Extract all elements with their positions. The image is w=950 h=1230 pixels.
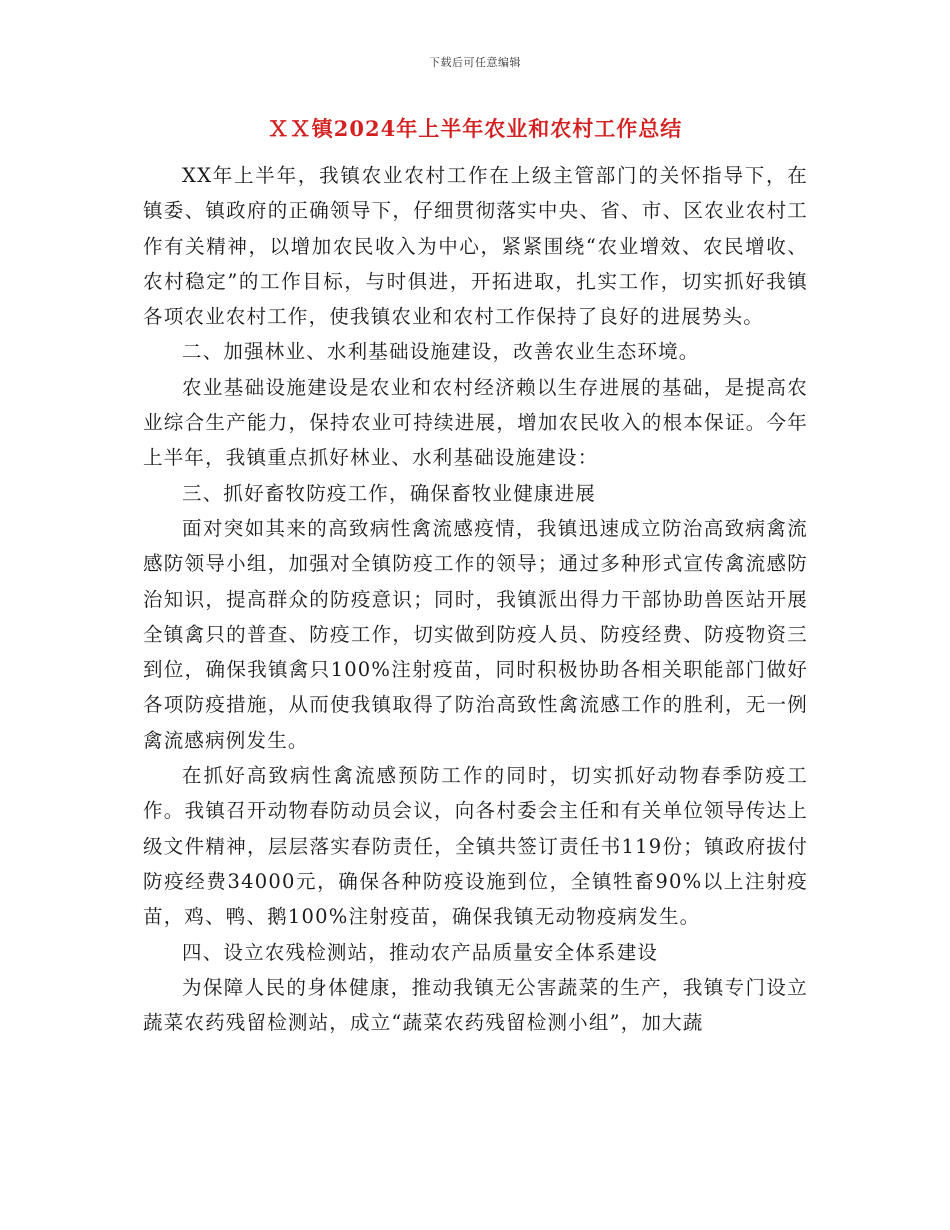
paragraph-spring-epidemic: 在抓好高致病性禽流感预防工作的同时，切实抓好动物春季防疫工作。我镇召开动物春防动员会议，向各村委会主任和有关单位领导传达上级文件精神，层层落实春防责任，全镇共签订责任书119份；镇政府拔付防疫经费34000元，确保各种防疫设施到位，全镇牲畜90%以上注射疫苗，鸡、鸭、鹅100%注射疫苗，确保我镇无动物疫病发生。 xyxy=(143,764,808,929)
section-heading-2: 二、加强林业、水利基础设施建设，改善农业生态环境。 xyxy=(182,340,700,364)
paragraph-pesticide-station: 为保障人民的身体健康，推动我镇无公害蔬菜的生产，我镇专门设立蔬菜农药残留检测站，成立“蔬菜农药残留检测小组”，加大蔬 xyxy=(143,975,808,1035)
document-body xyxy=(143,158,808,1040)
paragraph-bird-flu: 面对突如其来的高致病性禽流感疫情，我镇迅速成立防治高致病禽流感防领导小组，加强对全镇防疫工作的领导；通过多种形式宣传禽流感防治知识，提高群众的防疫意识；同时，我镇派出得力干部协助兽医站开展全镇禽只的普查、防疫工作，切实做到防疫人员、防疫经费、防疫物资三到位，确保我镇禽只100%注射疫苗，同时积极协助各相关职能部门做好各项防疫措施，从而使我镇取得了防治高致性禽流感工作的胜利，无一例禽流感病例发生。 xyxy=(143,516,808,752)
paragraph-infrastructure: 农业基础设施建设是农业和农村经济赖以生存进展的基础，是提高农业综合生产能力，保持农业可持续进展，增加农民收入的根本保证。今年上半年，我镇重点抓好林业、水利基础设施建设： xyxy=(143,375,808,470)
document-title: ＸＸ镇2024年上半年农业和农村工作总结 xyxy=(267,116,683,141)
section-heading-3: 三、抓好畜牧防疫工作，确保畜牧业健康进展 xyxy=(182,481,597,505)
header-note: 下载后可任意编辑 xyxy=(429,56,521,69)
section-heading-4: 四、设立农残检测站，推动农产品质量安全体系建设 xyxy=(182,940,659,964)
paragraph-intro: XX年上半年，我镇农业农村工作在上级主管部门的关怀指导下，在镇委、镇政府的正确领导下，仔细贯彻落实中央、省、市、区农业农村工作有关精神，以增加农民收入为中心，紧紧围绕“农业增效、农民增收、农村稳定”的工作目标，与时俱进，开拓进取，扎实工作，切实抓好我镇各项农业农村工作，使我镇农业和农村工作保持了良好的进展势头。 xyxy=(143,164,808,329)
